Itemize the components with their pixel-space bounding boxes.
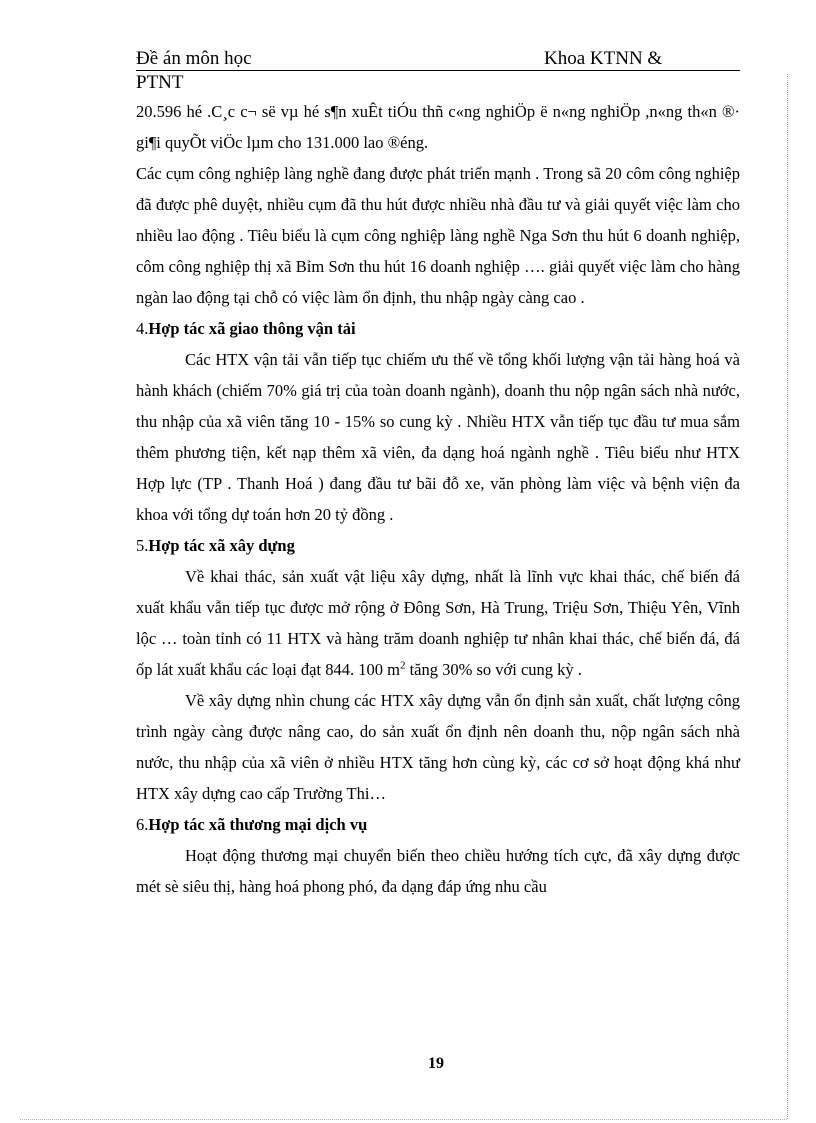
page-header [136,48,740,71]
header-faculty: Khoa KTNN & [544,48,663,69]
section-heading [136,530,740,561]
section-heading [136,809,740,840]
paragraph: Các cụm công nghiệp làng nghề đang được phát triển mạnh . Trong sã 20 côm công nghiệp đã được phê duyệt, nhiều cụm đã thu hút được nhiều nhà đầu tư và giải quyết việc làm cho nhiều lao động . Tiêu biểu là cụm công nghiệp làng nghề Nga Sơn thu hút 6 doanh nghiệp, côm công nghiệp thị xã Bỉm Sơn thu hút 16 doanh nghiệp …. giải quyết việc làm cho hàng ngàn lao động tại chỗ có việc làm ổn định, thu nhập ngày càng cao . [136,164,740,307]
superscript: 2 [399,659,406,672]
page-border-bottom [20,1119,787,1120]
section-number: 5. [136,536,149,555]
page-border-right [787,74,788,1119]
header-course-title: Đề án môn học [136,48,252,69]
section-number: 6. [136,815,149,834]
section-heading [136,313,740,344]
paragraph-text: tăng 30% so với cung kỳ . [405,660,582,679]
paragraph: Hoạt động thương mại chuyển biến theo chiều hướng tích cực, đã xây dựng được mét sè siêu thị, hàng hoá phong phó, đa dạng đáp ứng nhu cầu [136,846,740,896]
paragraph [136,561,740,685]
paragraph: Các HTX vận tải vẫn tiếp tục chiếm ưu thế về tổng khối lượng vận tải hàng hoá và hành khách (chiếm 70% giá trị của toàn doanh ngành), doanh thu nộp ngân sách nhà nước, thu nhập của xã viên tăng 10 - 15% so cung kỳ . Nhiều HTX vẫn tiếp tục đầu tư mua sắm thêm phương tiện, kết nạp thêm xã viên, đa dạng hoá ngành nghề . Tiêu biểu như HTX Hợp lực (TP . Thanh Hoá ) đang đầu tư bãi đỗ xe, văn phòng làm việc và bệnh viện đa khoa với tổng dự toán hơn 20 tỷ đồng . [136,350,740,524]
section-title: Hợp tác xã giao thông vận tải [148,319,356,338]
paragraph-text: Về khai thác, sản xuất vật liệu xây dựng, nhất là lĩnh vực khai thác, chế biến đá xuất khẩu vẫn tiếp tục được mở rộng ở Đông Sơn, Hà Trung, Triệu Sơn, Thiệu Yên, Vĩnh lộc … toàn tỉnh có 11 HTX và hàng trăm doanh nghiệp tư nhân khai thác, chế biến đá, đá ốp lát xuất khẩu các loại đạt 844. 100 m [136,567,740,679]
document-body [136,96,740,902]
paragraph: Về xây dựng nhìn chung các HTX xây dựng vẫn ổn định sản xuất, chất lượng công trình ngày càng được nâng cao, do sản xuất ổn định nên doanh thu, nộp ngân sách nhà nước, thu nhập của xã viên ở nhiều HTX tăng hơn cùng kỳ, các cơ sở hoạt động khá như HTX xây dựng cao cấp Trường Thi… [136,691,740,803]
paragraph: 20.596 hé .C¸c c¬ së vµ hé s¶n xuÊt tiÓu thñ c«ng nghiÖp ë n«ng nghiÖp ,n«ng th«n ®· gi¶i quyÕt viÖc lµm cho 131.000 lao ®éng. [136,102,740,152]
section-title: Hợp tác xã xây dựng [148,536,295,555]
section-number: 4. [136,319,149,338]
page-number: 19 [428,1055,444,1072]
header-faculty-continued: PTNT [136,72,184,93]
section-title: Hợp tác xã thương mại dịch vụ [148,815,368,834]
